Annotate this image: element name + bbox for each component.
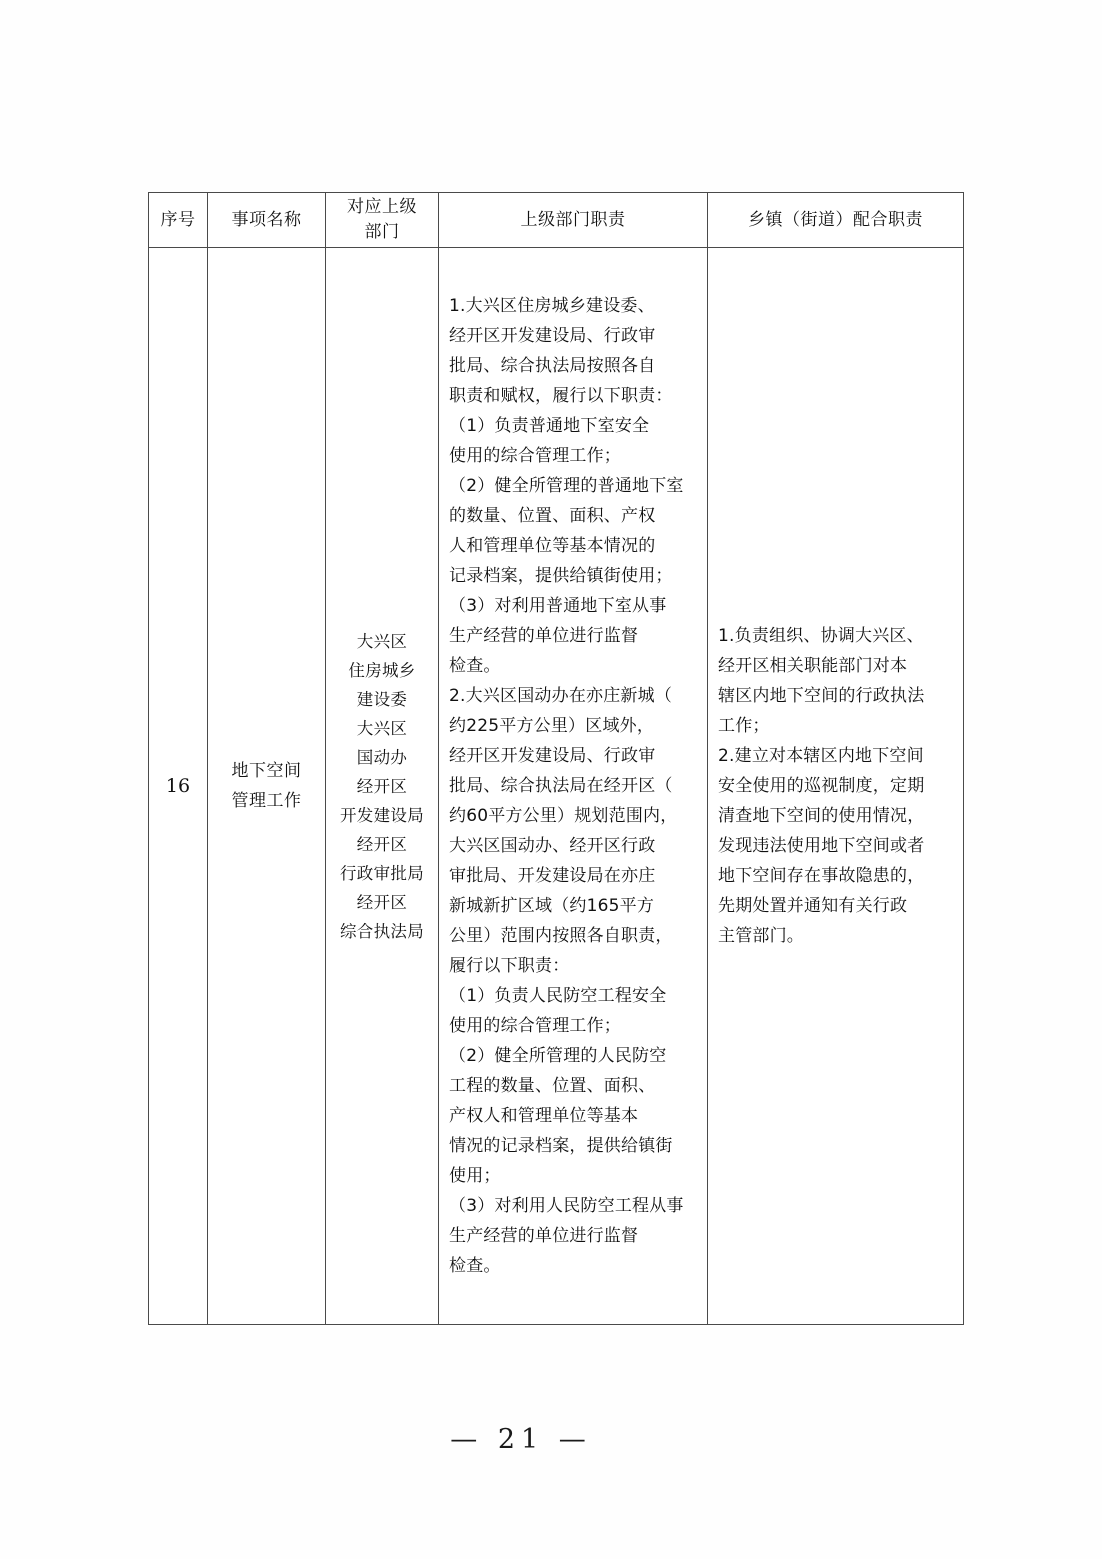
item-name-line2: 管理工作 (231, 791, 302, 811)
responsibility-table (148, 192, 964, 1325)
township-duty-line: 工作； (718, 716, 770, 736)
department-line: 综合执法局 (340, 921, 424, 941)
duty-line: 职责和赋权，履行以下职责： (449, 386, 673, 406)
cell-upper-duties (439, 248, 708, 1325)
duty-line: 的数量、位置、面积、产权 (449, 506, 656, 526)
department-line: 开发建设局 (340, 805, 424, 825)
duty-line: 批局、综合执法局按照各自 (449, 356, 656, 376)
department-line: 经开区 (356, 834, 408, 854)
duty-line: 约225平方公里）区域外， (449, 716, 655, 736)
department-line: 建设委 (356, 689, 408, 709)
duty-line: 生产经营的单位进行监督 (449, 1226, 639, 1246)
township-duty-line: 地下空间存在事故隐患的， (718, 866, 925, 886)
duty-line: （1）负责普通地下室安全 (449, 416, 650, 436)
department-line: 经开区 (356, 776, 408, 796)
duty-line: 公里）范围内按照各自职责， (449, 926, 673, 946)
department-line: 大兴区 (356, 718, 408, 738)
duty-line: 审批局、开发建设局在亦庄 (449, 866, 656, 886)
duty-line: 1.大兴区住房城乡建设委、 (449, 296, 655, 316)
duty-line: 生产经营的单位进行监督 (449, 626, 639, 646)
township-duty-line: 1.负责组织、协调大兴区、 (718, 626, 924, 646)
duty-line: （2）健全所管理的人民防空 (449, 1046, 667, 1066)
upper-duties-text (439, 248, 707, 1324)
column-header-upper-department-line1: 对应上级 (347, 197, 417, 217)
duty-line: （2）健全所管理的普通地下室 (449, 476, 684, 496)
column-header-upper-department (326, 193, 439, 248)
duty-line: 大兴区国动办、经开区行政 (449, 836, 656, 856)
township-duty-line: 辖区内地下空间的行政执法 (718, 686, 925, 706)
duty-line: 产权人和管理单位等基本 (449, 1106, 639, 1126)
department-line: 行政审批局 (340, 863, 424, 883)
township-duty-line: 清查地下空间的使用情况， (718, 806, 925, 826)
duty-line: （3）对利用普通地下室从事 (449, 596, 667, 616)
table-row (149, 248, 964, 1325)
column-header-upper-duties (439, 193, 708, 248)
duty-line: 使用的综合管理工作； (449, 1016, 621, 1036)
department-line: 国动办 (356, 747, 408, 767)
duty-line: 履行以下职责： (449, 956, 570, 976)
department-line: 经开区 (356, 892, 408, 912)
duty-line: 使用； (449, 1166, 501, 1186)
duty-line: 约60平方公里）规划范围内， (449, 806, 678, 826)
cell-sequence (149, 248, 208, 1325)
sequence-number-wrapper (149, 248, 207, 1324)
sequence-number: 16 (165, 775, 191, 797)
duty-line: 经开区开发建设局、行政审 (449, 326, 656, 346)
table-header-row (149, 193, 964, 248)
department-line: 大兴区 (356, 631, 408, 651)
township-duty-line: 经开区相关职能部门对本 (718, 656, 908, 676)
cell-upper-department (326, 248, 439, 1325)
column-header-township-duties (708, 193, 964, 248)
duty-line: 经开区开发建设局、行政审 (449, 746, 656, 766)
column-header-township-duties-label: 乡镇（街道）配合职责 (748, 209, 923, 230)
department-line: 住房城乡 (348, 660, 416, 680)
cell-township-duties (708, 248, 964, 1325)
column-header-item-name (208, 193, 326, 248)
duty-line: 批局、综合执法局在经开区（ (449, 776, 673, 796)
township-duties-text (708, 248, 963, 1324)
duty-line: 情况的记录档案，提供给镇街 (449, 1136, 673, 1156)
cell-item-name (208, 248, 326, 1325)
upper-department-list (326, 248, 438, 1324)
township-duty-line: 主管部门。 (718, 926, 804, 946)
duty-line: 检查。 (449, 1256, 501, 1276)
township-duty-line: 先期处置并通知有关行政 (718, 896, 908, 916)
duty-line: 记录档案，提供给镇街使用； (449, 566, 673, 586)
item-name-wrapper (208, 248, 325, 1324)
township-duty-line: 安全使用的巡视制度，定期 (718, 776, 925, 796)
township-duty-line: 发现违法使用地下空间或者 (718, 836, 925, 856)
duty-line: 2.大兴区国动办在亦庄新城（ (449, 686, 673, 706)
item-name-line1: 地下空间 (231, 761, 302, 781)
column-header-upper-duties-label: 上级部门职责 (520, 209, 626, 230)
duty-line: （1）负责人民防空工程安全 (449, 986, 667, 1006)
column-header-upper-department-line2: 部门 (364, 222, 400, 242)
duty-line: （3）对利用人民防空工程从事 (449, 1196, 684, 1216)
township-duty-line: 2.建立对本辖区内地下空间 (718, 746, 924, 766)
page-number: — 21 — (450, 1424, 592, 1455)
duty-line: 检查。 (449, 656, 501, 676)
column-header-item-name-label: 事项名称 (231, 209, 302, 230)
duty-line: 新城新扩区域（约165平方 (449, 896, 655, 916)
duty-line: 人和管理单位等基本情况的 (449, 536, 656, 556)
duty-line: 使用的综合管理工作； (449, 446, 621, 466)
column-header-sequence (149, 193, 208, 248)
duty-line: 工程的数量、位置、面积、 (449, 1076, 656, 1096)
column-header-sequence-label: 序号 (160, 209, 196, 230)
